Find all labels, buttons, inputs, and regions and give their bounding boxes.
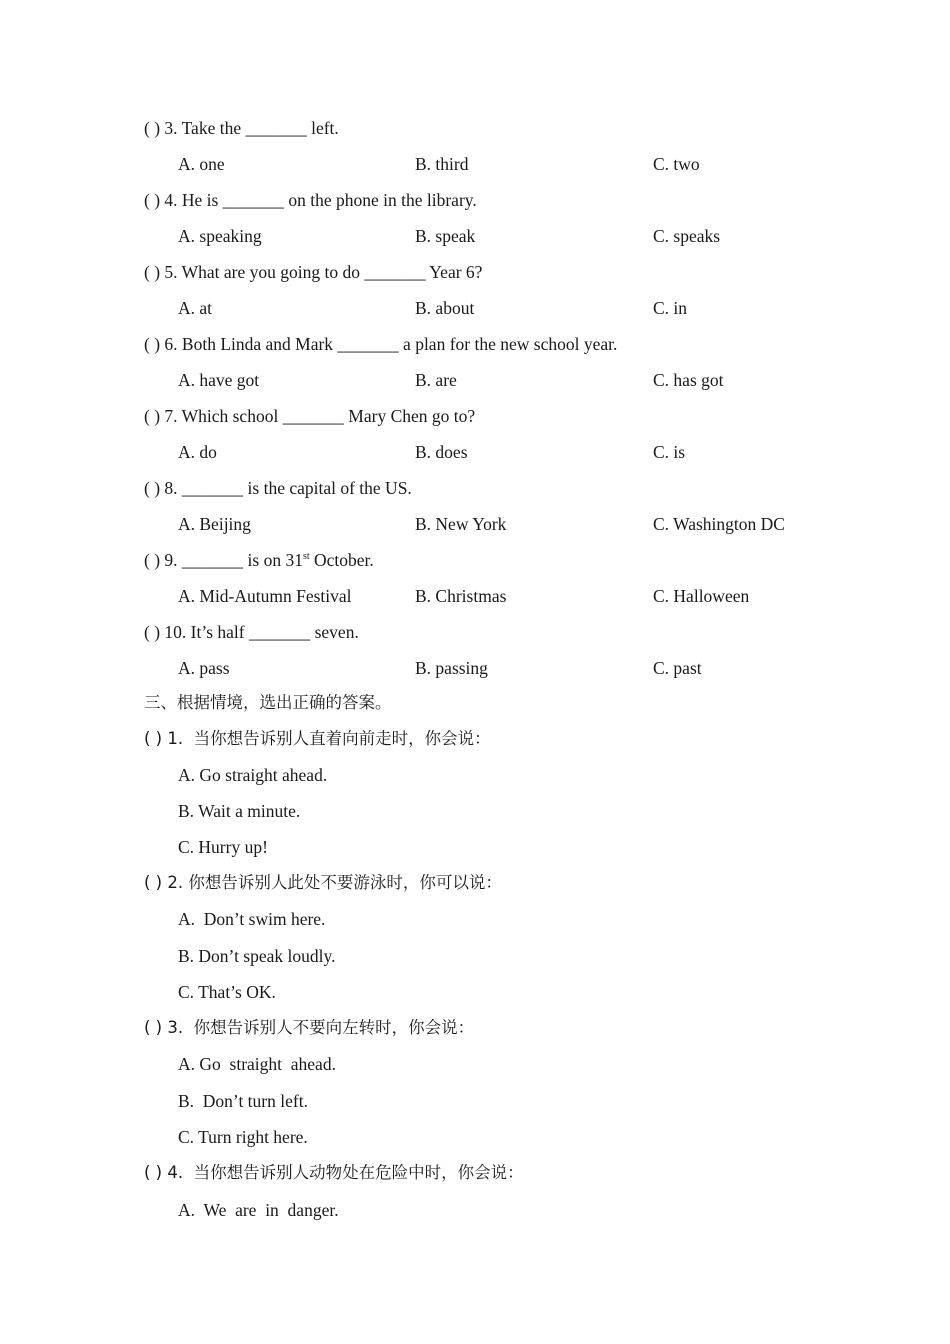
answer-paren[interactable]: ( ) <box>144 118 161 138</box>
option-c: C. Washington DC <box>653 514 785 534</box>
option-a: A. Go straight ahead. <box>178 1054 336 1074</box>
question-stem <box>144 189 477 211</box>
question-text: 5. What are you going to do _______ Year 6? <box>164 262 483 282</box>
option-b: B. about <box>415 298 475 318</box>
answer-paren[interactable]: ( ) <box>144 729 163 748</box>
question-stem <box>144 549 374 571</box>
answer-paren[interactable]: ( ) <box>144 478 161 498</box>
question-stem <box>144 621 359 643</box>
option-a: A. We are in danger. <box>178 1200 339 1220</box>
answer-paren[interactable]: ( ) <box>144 622 161 642</box>
question-stem <box>144 477 412 499</box>
answer-paren[interactable]: ( ) <box>144 1163 163 1182</box>
option-c: C. speaks <box>653 226 721 246</box>
option-b: B. Wait a minute. <box>178 801 301 821</box>
option-c: C. in <box>653 298 688 318</box>
question-text: 6. Both Linda and Mark _______ a plan for the new school year. <box>164 334 618 354</box>
option-c: C. past <box>653 658 702 678</box>
option-a: A. at <box>178 298 213 318</box>
option-a: A. Don’t swim here. <box>178 909 326 929</box>
option-b: B. Christmas <box>415 586 507 606</box>
answer-paren[interactable]: ( ) <box>144 406 161 426</box>
option-c: C. Hurry up! <box>178 837 268 857</box>
option-b: B. does <box>415 442 468 462</box>
question-text-after: October. <box>309 550 374 570</box>
option-a: A. do <box>178 442 217 462</box>
answer-paren[interactable]: ( ) <box>144 1018 163 1037</box>
option-b: B. passing <box>415 658 488 678</box>
question-stem <box>144 872 502 894</box>
question-stem <box>144 1017 474 1039</box>
option-b: B. Don’t speak loudly. <box>178 946 336 966</box>
option-b: B. New York <box>415 514 507 534</box>
option-c: C. has got <box>653 370 724 390</box>
option-c: C. Halloween <box>653 586 750 606</box>
question-text: 7. Which school _______ Mary Chen go to? <box>164 406 476 426</box>
option-a: A. one <box>178 154 225 174</box>
answer-paren[interactable]: ( ) <box>144 334 161 354</box>
question-text: 3. 你想告诉别人不要向左转时，你会说： <box>167 1018 475 1037</box>
section-heading: 三、根据情境，选出正确的答案。 <box>144 693 392 712</box>
option-b: B. third <box>415 154 469 174</box>
question-stem <box>144 405 475 427</box>
answer-paren[interactable]: ( ) <box>144 262 161 282</box>
superscript: st <box>302 551 310 562</box>
option-a: A. have got <box>178 370 260 390</box>
question-text: 2. 你想告诉别人此处不要游泳时，你可以说： <box>167 873 502 892</box>
question-text: 1. 当你想告诉别人直着向前走时，你会说： <box>167 729 491 748</box>
option-a: A. Beijing <box>178 514 251 534</box>
answer-paren[interactable]: ( ) <box>144 873 163 892</box>
option-a: A. pass <box>178 658 230 678</box>
option-b: B. are <box>415 370 457 390</box>
question-stem <box>144 333 617 355</box>
question-text: 4. 当你想告诉别人动物处在危险中时，你会说： <box>167 1163 524 1182</box>
option-c: C. That’s OK. <box>178 982 276 1002</box>
question-stem <box>144 261 482 283</box>
question-text: 10. It’s half _______ seven. <box>164 622 359 642</box>
question-stem <box>144 1162 524 1184</box>
question-text: 4. He is _______ on the phone in the library. <box>164 190 477 210</box>
question-text: 9. _______ is on 31 <box>164 550 303 570</box>
question-stem <box>144 117 339 139</box>
option-b: B. Don’t turn left. <box>178 1091 308 1111</box>
option-a: A. Mid-Autumn Festival <box>178 586 352 606</box>
answer-paren[interactable]: ( ) <box>144 550 161 570</box>
option-c: C. two <box>653 154 700 174</box>
option-a: A. Go straight ahead. <box>178 765 328 785</box>
question-text: 8. _______ is the capital of the US. <box>164 478 412 498</box>
option-a: A. speaking <box>178 226 262 246</box>
option-b: B. speak <box>415 226 476 246</box>
question-stem <box>144 728 491 750</box>
question-text: 3. Take the _______ left. <box>164 118 339 138</box>
option-c: C. is <box>653 442 686 462</box>
answer-paren[interactable]: ( ) <box>144 190 161 210</box>
option-c: C. Turn right here. <box>178 1127 308 1147</box>
